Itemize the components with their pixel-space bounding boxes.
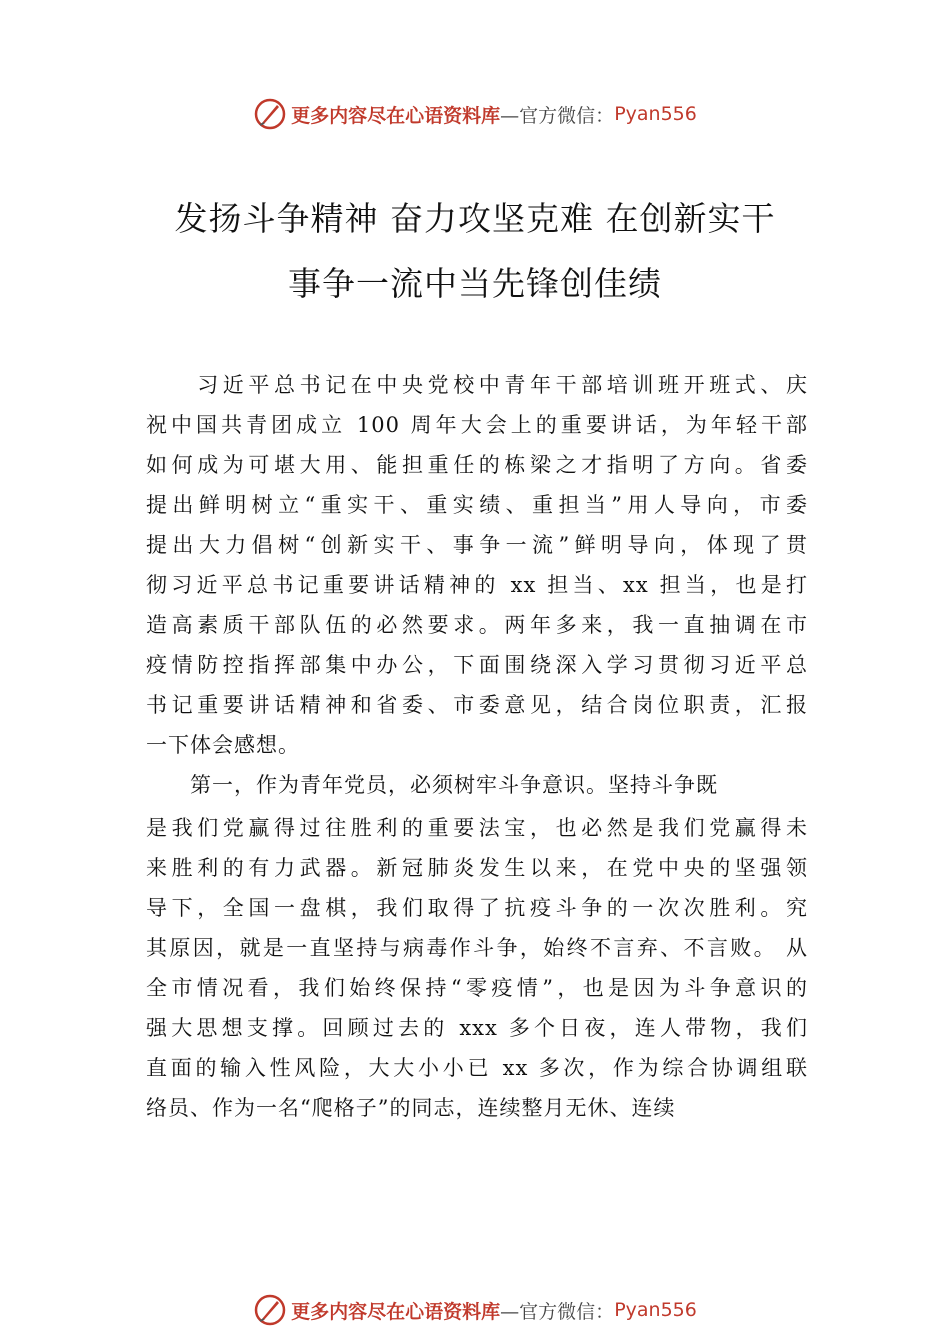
banner-wechat-label: —官方微信： xyxy=(500,1300,615,1323)
paragraph-1-line: 书记重要讲话精神和省委、市委意见，结合岗位职责，汇报 xyxy=(146,693,808,717)
paragraph-2-line: 全市情况看，我们始终保持“零疫情”，也是因为斗争意识的 xyxy=(146,976,808,1000)
banner-wechat-id: Pyan556 xyxy=(614,1299,697,1321)
paragraph-1-line: 提出大力倡树“创新实干、事争一流”鲜明导向，体现了贯 xyxy=(146,533,808,557)
paragraph-1-line: 提出鲜明树立“重实干、重实绩、重担当”用人导向，市委 xyxy=(146,493,808,517)
paragraph-2-line: 直面的输入性风险，大大小小已 xx 多次，作为综合协调组联 xyxy=(146,1056,808,1080)
quill-logo-icon xyxy=(253,1293,287,1327)
banner-wechat-label: —官方微信： xyxy=(500,104,615,127)
paragraph-1-line: 一下体会感想。 xyxy=(146,733,300,757)
header-banner xyxy=(0,94,950,134)
paragraph-1-line: 造高素质干部队伍的必然要求。两年多来，我一直抽调在市 xyxy=(146,613,808,637)
paragraph-2-line: 强大思想支撑。回顾过去的 xxx 多个日夜，连人带物，我们 xyxy=(146,1016,808,1040)
paragraph-2-line: 是我们党赢得过往胜利的重要法宝，也必然是我们党赢得未 xyxy=(146,816,808,840)
paragraph-2-line: 来胜利的有力武器。新冠肺炎发生以来，在党中央的坚强领 xyxy=(146,856,808,880)
banner-library-text: 更多内容尽在心语资料库 xyxy=(291,1300,501,1323)
paragraph-1-line: 习近平总书记在中央党校中青年干部培训班开班式、庆 xyxy=(146,373,808,397)
paragraph-1-line: 彻习近平总书记重要讲话精神的 xx 担当、xx 担当，也是打 xyxy=(146,573,808,597)
paragraph-2-line: 其原因，就是一直坚持与病毒作斗争，始终不言弃、不言败。 从 xyxy=(146,936,808,960)
banner-wechat-id: Pyan556 xyxy=(614,103,697,125)
banner-library-text: 更多内容尽在心语资料库 xyxy=(291,104,501,127)
paragraph-1-line: 如何成为可堪大用、能担重任的栋梁之才指明了方向。省委 xyxy=(146,453,808,477)
paragraph-1-line: 疫情防控指挥部集中办公，下面围绕深入学习贯彻习近平总 xyxy=(146,653,808,677)
paragraph-2-line: 第一，作为青年党员，必须树牢斗争意识。坚持斗争既 xyxy=(146,773,718,797)
document-title-line-1: 发扬斗争精神 奋力攻坚克难 在创新实干 xyxy=(174,199,776,238)
paragraph-2-line: 导下，全国一盘棋，我们取得了抗疫斗争的一次次胜利。究 xyxy=(146,896,808,920)
document-title-line-2: 事争一流中当先锋创佳绩 xyxy=(288,264,662,303)
footer-banner xyxy=(0,1290,950,1330)
quill-logo-icon xyxy=(253,97,287,131)
paragraph-1-line: 祝中国共青团成立 100 周年大会上的重要讲话，为年轻干部 xyxy=(146,413,808,437)
paragraph-2-line: 络员、作为一名“爬格子”的同志，连续整月无休、连续 xyxy=(146,1096,676,1120)
